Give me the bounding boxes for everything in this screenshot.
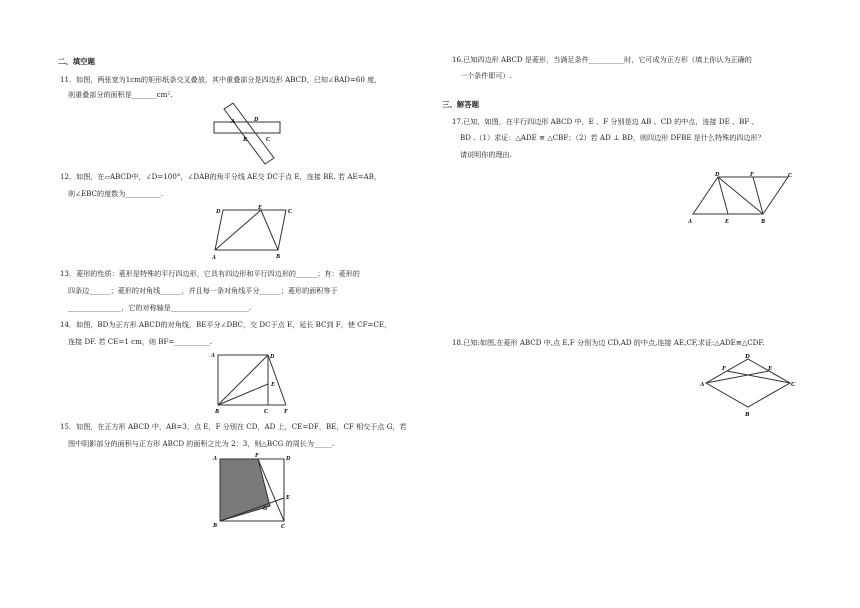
q13-line2: 四条边______；菱形的对角线______，并且每一条对角线平分______；菱形的面积等于 xyxy=(68,286,338,295)
q15-label-G: G xyxy=(263,506,268,512)
q15-label-A: A xyxy=(213,456,218,462)
q18-figure xyxy=(700,349,800,419)
q14-label-F: F xyxy=(284,409,289,415)
q14-figure xyxy=(208,348,298,416)
q18-label-E: E xyxy=(768,365,773,372)
q17-label-A: A xyxy=(688,219,693,225)
q12-label-A: A xyxy=(212,255,217,261)
q15-label-C: C xyxy=(281,524,286,530)
q11-line2: 则重叠部分的面积是_______cm². xyxy=(68,90,173,99)
q17-line3: 请说明你的理由. xyxy=(460,150,512,159)
q17-label-D: D xyxy=(715,172,720,178)
q15-label-D: D xyxy=(286,456,291,462)
q14-label-D: D xyxy=(270,354,275,360)
q14-label-B: B xyxy=(215,409,220,415)
q18-label-F: F xyxy=(722,365,727,372)
section-heading-answer: 三、解答题 xyxy=(442,100,479,109)
q18-line1: 18.已知:如图,在菱形 ABCD 中,点 E,F 分别为边 CD,AD 的中点,连接 AE,CF,求证:△ADE≌△CDF. xyxy=(452,338,765,347)
q12-label-D: D xyxy=(216,209,221,215)
q14-label-C: C xyxy=(264,409,269,415)
q14-line1: 14．如图，BD为正方形 ABCD的对角线，BE平分∠DBC，交 DC于点 E，延长 BC到 F，使 CF=CE， xyxy=(60,320,392,329)
q12-line2: 则∠EBC的度数为__________. xyxy=(68,189,164,198)
q17-label-B: B xyxy=(761,219,766,225)
q16-line2: 一个条件即可）. xyxy=(460,71,512,80)
q12-figure xyxy=(206,204,296,262)
q18-label-D: D xyxy=(745,353,750,360)
q11-figure xyxy=(208,100,288,168)
q11-label-D: D xyxy=(254,117,259,123)
q18-label-B: B xyxy=(745,411,750,418)
q15-line2: 图中阴影部分的面积与正方形 ABCD 的面积之比为 2：3，则△BCG 的周长为_____. xyxy=(68,439,334,448)
q13-line3: _______________，它的对称轴是______________________. xyxy=(68,303,252,312)
q14-label-A: A xyxy=(211,353,216,359)
q11-label-C: C xyxy=(266,137,271,143)
q18-label-A: A xyxy=(700,381,705,388)
q15-label-F: F xyxy=(255,453,260,459)
q12-label-B: B xyxy=(276,254,281,260)
q15-figure xyxy=(208,451,298,531)
q12-line1: 12．如图，在▱ABCD中，∠D=100°，∠DAB的角平分线 AE交 DC于点 E，连接 BE. 若 AE=AB， xyxy=(60,172,382,181)
q11-label-B: B xyxy=(243,137,248,143)
q12-label-C: C xyxy=(288,209,293,215)
q15-label-B: B xyxy=(213,523,218,529)
q17-line1: 17.已知，如图，在平行四边形 ABCD 中，E 、F 分别是边 AB 、CD 的中点，连接 DE 、BF 、 xyxy=(452,117,759,126)
q11-line1: 11．如图，两张宽为1cm的矩形纸条交叉叠放，其中重叠部分是四边形 ABCD，已知∠BAD=60 度， xyxy=(60,75,382,84)
q12-label-E: E xyxy=(258,205,263,211)
q17-figure xyxy=(685,168,803,230)
q17-label-C: C xyxy=(788,173,793,179)
q17-label-E: E xyxy=(725,219,730,225)
q14-label-E: E xyxy=(271,382,276,388)
q15-line1: 15．如图，在正方形 ABCD 中，AB=3，点 E，F 分别在 CD，AD 上，CE=DF，BE，CF 相交于点 G，若 xyxy=(60,422,407,431)
section-heading-fill: 二、填空题 xyxy=(58,57,95,66)
q15-label-E: E xyxy=(286,495,291,501)
q13-line1: 13．菱形的性质：菱形是特殊的平行四边形，它具有四边形和平行四边形的______；有：菱形的 xyxy=(60,269,360,278)
q11-label-A: A xyxy=(231,119,236,125)
q16-line1: 16.已知四边形 ABCD 是菱形，当满足条件__________时，它可成为正方形（填上你认为正确的 xyxy=(452,55,752,64)
q14-line2: 连接 DF. 若 CE=1 cm，则 BF=__________. xyxy=(68,337,213,346)
q18-label-C: C xyxy=(791,381,796,388)
q17-line2: BD .（1）求证：△ADE ≌ △CBF；（2）若 AD ⊥ BD，则四边形 DFBE 是什么特殊的四边形？ xyxy=(460,133,765,142)
q17-label-F: F xyxy=(750,172,755,178)
